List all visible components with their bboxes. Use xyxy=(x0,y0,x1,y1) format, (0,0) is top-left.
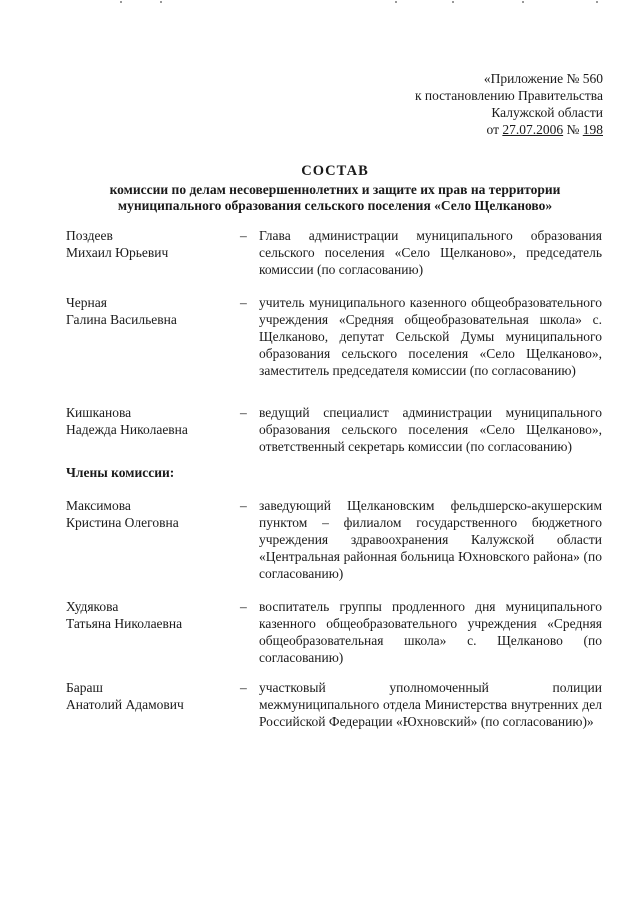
scan-speck xyxy=(395,1,397,3)
dash-separator: – xyxy=(240,599,247,614)
scan-speck xyxy=(596,1,598,3)
member-given-names: Татьяна Николаевна xyxy=(66,616,183,631)
document-subtitle-line-1: комиссии по делам несовершеннолетних и защите их прав на территории xyxy=(109,182,561,197)
dash-separator: – xyxy=(240,405,247,420)
scan-speck xyxy=(452,1,454,3)
member-role: участковый уполномоченный полиции межмуниципального отдела Министерства внутренних дел Российской Федерации «Юхновский» (по согласованию)» xyxy=(259,680,602,729)
scan-speck xyxy=(522,1,524,3)
member-surname: Черная xyxy=(66,295,107,310)
member-surname: Поздеев xyxy=(66,228,113,243)
member-surname: Бараш xyxy=(66,680,103,695)
dash-separator: – xyxy=(240,498,247,513)
member-name xyxy=(66,497,236,531)
appendix-line-2: к постановлению Правительства xyxy=(414,88,603,103)
member-given-names: Михаил Юрьевич xyxy=(66,245,169,260)
member-role: воспитатель группы продленного дня муниципального казенного общеобразовательного учреждения «Средняя общеобразовательная школа» с. Щелканово (по согласованию) xyxy=(259,599,602,665)
member-role: заведующий Щелкановским фельдшерско-акушерским пунктом – филиалом государственного бюджетного учреждения здравоохранения Калужской области «Центральная районная больница Юхновского района» (по согласованию) xyxy=(259,498,602,581)
appendix-number-sign: № xyxy=(566,122,580,137)
members-section-heading: Члены комиссии: xyxy=(66,465,175,480)
member-surname: Кишканова xyxy=(66,405,132,420)
member-name xyxy=(66,598,236,632)
member-given-names: Кристина Олеговна xyxy=(66,515,179,530)
member-given-names: Анатолий Адамович xyxy=(66,697,184,712)
appendix-prefix: от xyxy=(486,122,499,137)
document-subtitle-line-2: муниципального образования сельского поселения «Село Щелканово» xyxy=(117,198,553,213)
member-surname: Худякова xyxy=(66,599,119,614)
member-role: ведущий специалист администрации муниципального образования сельского поселения «Село Щелканово», ответственный секретарь комиссии (по согласованию) xyxy=(259,405,602,454)
dash-separator: – xyxy=(240,295,247,310)
appendix-line-4 xyxy=(415,121,603,138)
document-heading xyxy=(60,163,610,214)
member-given-names: Галина Васильевна xyxy=(66,312,177,327)
member-surname: Максимова xyxy=(66,498,131,513)
appendix-line-3: Калужской области xyxy=(491,105,603,120)
appendix-line-1: «Приложение № 560 xyxy=(483,71,603,86)
member-given-names: Надежда Николаевна xyxy=(66,422,188,437)
member-role: Глава администрации муниципального образования сельского поселения «Село Щелканово», председатель комиссии (по согласованию) xyxy=(259,228,602,277)
scan-speck xyxy=(120,1,122,3)
appendix-number: 198 xyxy=(582,122,603,137)
member-name xyxy=(66,404,236,438)
member-name xyxy=(66,227,236,261)
document-title: СОСТАВ xyxy=(301,163,369,179)
appendix-date: 27.07.2006 xyxy=(502,122,564,137)
member-name xyxy=(66,679,236,713)
appendix-reference xyxy=(415,70,603,138)
member-name xyxy=(66,294,236,328)
member-role: учитель муниципального казенного общеобразовательного учреждения «Средняя общеобразовательная школа» с. Щелканово, депутат Сельской Думы муниципального образования сельского поселения «Село Щелканово», заместитель председателя комиссии (по согласованию) xyxy=(259,295,602,378)
scan-speck xyxy=(160,1,162,3)
dash-separator: – xyxy=(240,228,247,243)
dash-separator: – xyxy=(240,680,247,695)
